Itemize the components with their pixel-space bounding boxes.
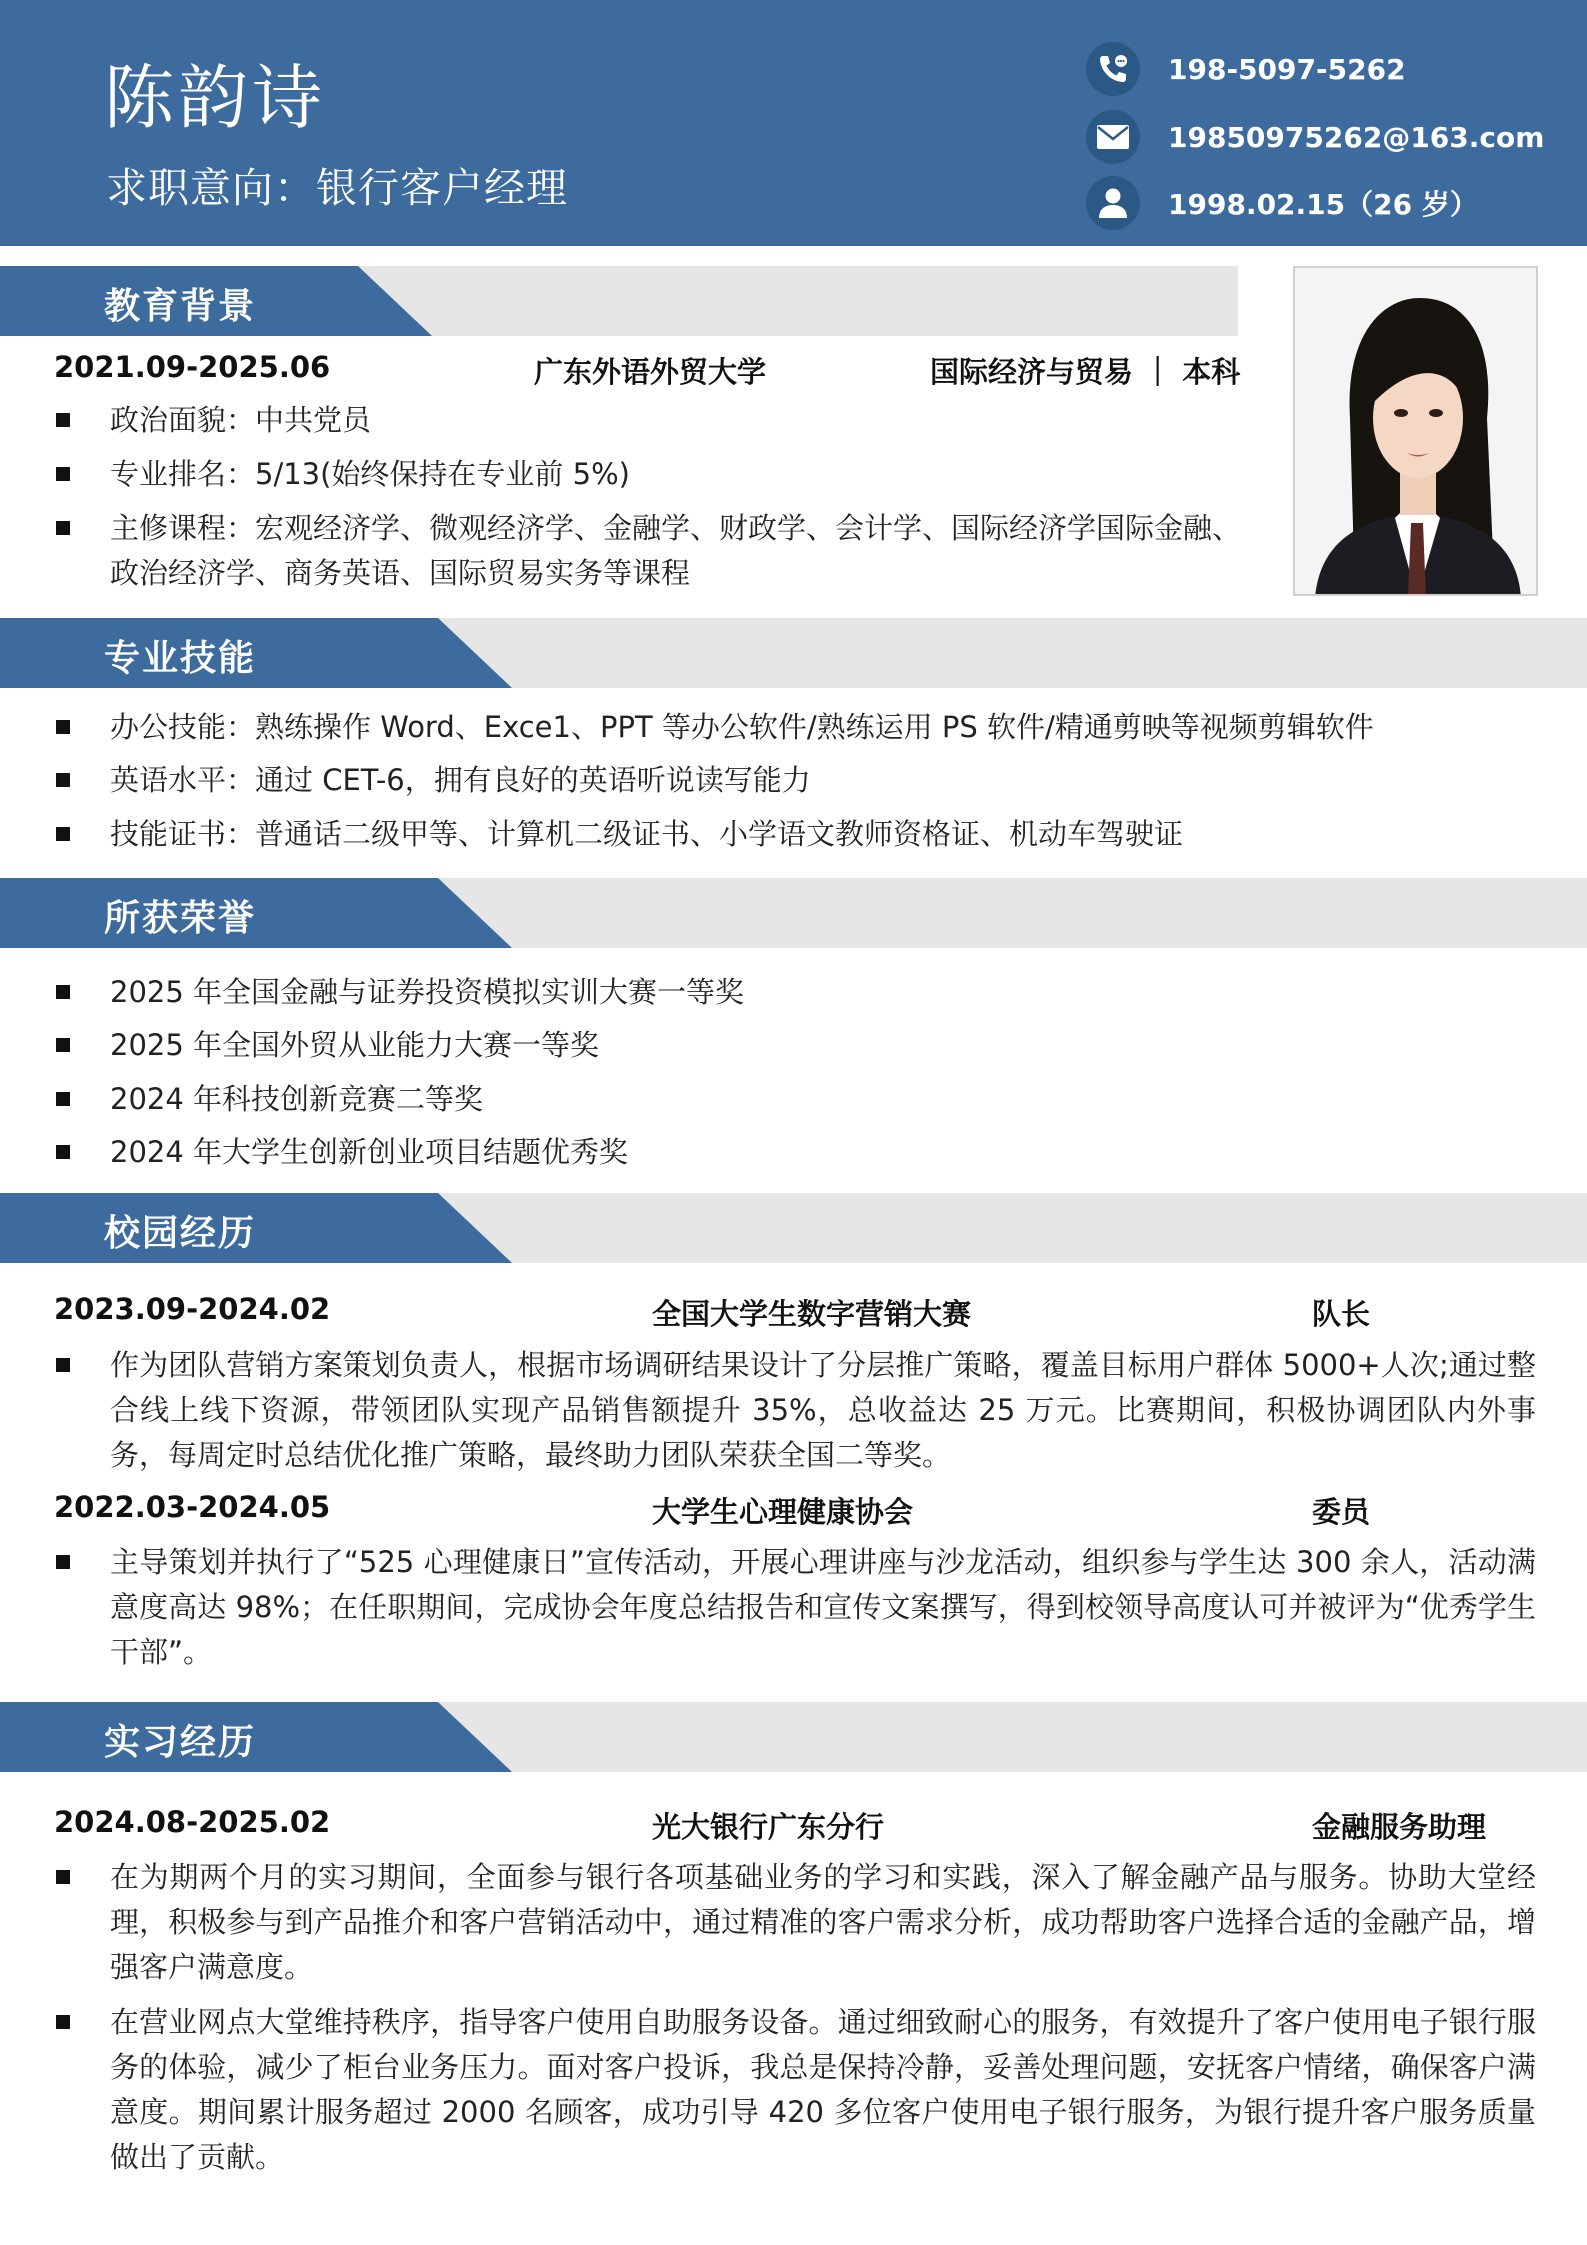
contact-email <box>1086 110 1544 164</box>
section-title: 所获荣誉 <box>104 898 257 939</box>
edu-period: 2021.09-2025.06 <box>54 350 331 384</box>
list-item: 专业排名：5/13(始终保持在专业前 5%) <box>56 452 1256 497</box>
intern-org: 光大银行广东分行 <box>652 1810 885 1844</box>
list-item: 办公技能：熟练操作 Word、Exce1、PPT 等办公软件/熟练运用 PS 软件/精通剪映等视频剪辑软件 <box>56 705 1536 750</box>
list-item: 在为期两个月的实习期间，全面参与银行各项基础业务的学习和实践，深入了解金融产品与服务。协助大堂经理，积极参与到产品推介和客户营销活动中，通过精准的客户需求分析，成功帮助客户选择合适的金融产品，增强客户满意度。 <box>56 1855 1536 1990</box>
bullet-icon <box>56 827 70 841</box>
campus-period: 2023.09-2024.02 <box>54 1292 331 1326</box>
resume-header <box>0 0 1587 246</box>
section-title: 实习经历 <box>104 1722 257 1763</box>
bullet-icon <box>56 985 70 999</box>
intern-role: 金融服务助理 <box>1312 1810 1487 1844</box>
job-intent: 求职意向：银行客户经理 <box>106 164 568 212</box>
campus-role: 委员 <box>1312 1495 1371 1529</box>
bullet-icon <box>56 413 70 427</box>
bullet-icon <box>56 1092 70 1106</box>
bullet-icon <box>56 1555 70 1569</box>
bullet-icon <box>56 521 70 535</box>
list-item: 2025 年全国金融与证券投资模拟实训大赛一等奖 <box>56 970 1536 1015</box>
profile-photo <box>1293 266 1538 596</box>
candidate-name: 陈韵诗 <box>104 57 326 139</box>
phone-number[interactable]: 198-5097-5262 <box>1168 52 1406 86</box>
campus-period: 2022.03-2024.05 <box>54 1490 331 1524</box>
section-title: 专业技能 <box>104 638 257 679</box>
bullet-icon <box>56 1038 70 1052</box>
list-item: 2024 年大学生创新创业项目结题优秀奖 <box>56 1130 1536 1175</box>
section-title: 教育背景 <box>104 286 257 327</box>
bullet-icon <box>56 467 70 481</box>
intern-period: 2024.08-2025.02 <box>54 1805 331 1839</box>
email-address[interactable]: 19850975262@163.com <box>1168 120 1545 154</box>
user-icon <box>1086 176 1140 230</box>
section-banner-honors <box>0 878 1587 948</box>
list-item: 技能证书：普通话二级甲等、计算机二级证书、小学语文教师资格证、机动车驾驶证 <box>56 812 1536 857</box>
section-banner-education <box>0 266 1238 336</box>
bullet-icon <box>56 1870 70 1884</box>
campus-role: 队长 <box>1312 1297 1371 1331</box>
edu-major: 国际经济与贸易 ｜ 本科 <box>930 355 1241 389</box>
contact-birth <box>1086 176 1478 230</box>
list-item: 作为团队营销方案策划负责人，根据市场调研结果设计了分层推广策略，覆盖目标用户群体 5000+人次;通过整合线上线下资源，带领团队实现产品销售额提升 35%，总收益达 25 万元。比赛期间，积极协调团队内外事务，每周定时总结优化推广策略，最终助力团队荣获全国二等奖。 <box>56 1343 1536 1478</box>
phone-icon <box>1086 42 1140 96</box>
bullet-icon <box>56 1145 70 1159</box>
list-item: 主修课程：宏观经济学、微观经济学、金融学、财政学、会计学、国际经济学国际金融、政治经济学、商务英语、国际贸易实务等课程 <box>56 506 1266 596</box>
section-banner-internship <box>0 1702 1587 1772</box>
bullet-icon <box>56 1358 70 1372</box>
list-item: 2025 年全国外贸从业能力大赛一等奖 <box>56 1023 1536 1068</box>
list-item: 主导策划并执行了“525 心理健康日”宣传活动，开展心理讲座与沙龙活动，组织参与学生达 300 余人，活动满意度高达 98%；在任职期间，完成协会年度总结报告和宣传文案撰写，得到校领导高度认可并被评为“优秀学生干部”。 <box>56 1540 1536 1675</box>
section-title: 校园经历 <box>104 1213 257 1254</box>
list-item: 在营业网点大堂维持秩序，指导客户使用自助服务设备。通过细致耐心的服务，有效提升了客户使用电子银行服务的体验，减少了柜台业务压力。面对客户投诉，我总是保持冷静，妥善处理问题，安抚客户情绪，确保客户满意度。期间累计服务超过 2000 名顾客，成功引导 420 多位客户使用电子银行服务，为银行提升客户服务质量做出了贡献。 <box>56 2000 1536 2180</box>
edu-school: 广东外语外贸大学 <box>534 355 767 389</box>
contact-phone <box>1086 42 1406 96</box>
bullet-icon <box>56 720 70 734</box>
list-item: 政治面貌：中共党员 <box>56 398 1256 443</box>
list-item: 2024 年科技创新竞赛二等奖 <box>56 1077 1536 1122</box>
bullet-icon <box>56 773 70 787</box>
birth-date: 1998.02.15（26 岁） <box>1168 188 1478 221</box>
mail-icon <box>1086 110 1140 164</box>
campus-org: 大学生心理健康协会 <box>652 1495 914 1529</box>
bullet-icon <box>56 2015 70 2029</box>
list-item: 英语水平：通过 CET-6，拥有良好的英语听说读写能力 <box>56 758 1536 803</box>
section-banner-skills <box>0 618 1587 688</box>
campus-org: 全国大学生数字营销大赛 <box>652 1297 972 1331</box>
section-banner-campus <box>0 1193 1587 1263</box>
